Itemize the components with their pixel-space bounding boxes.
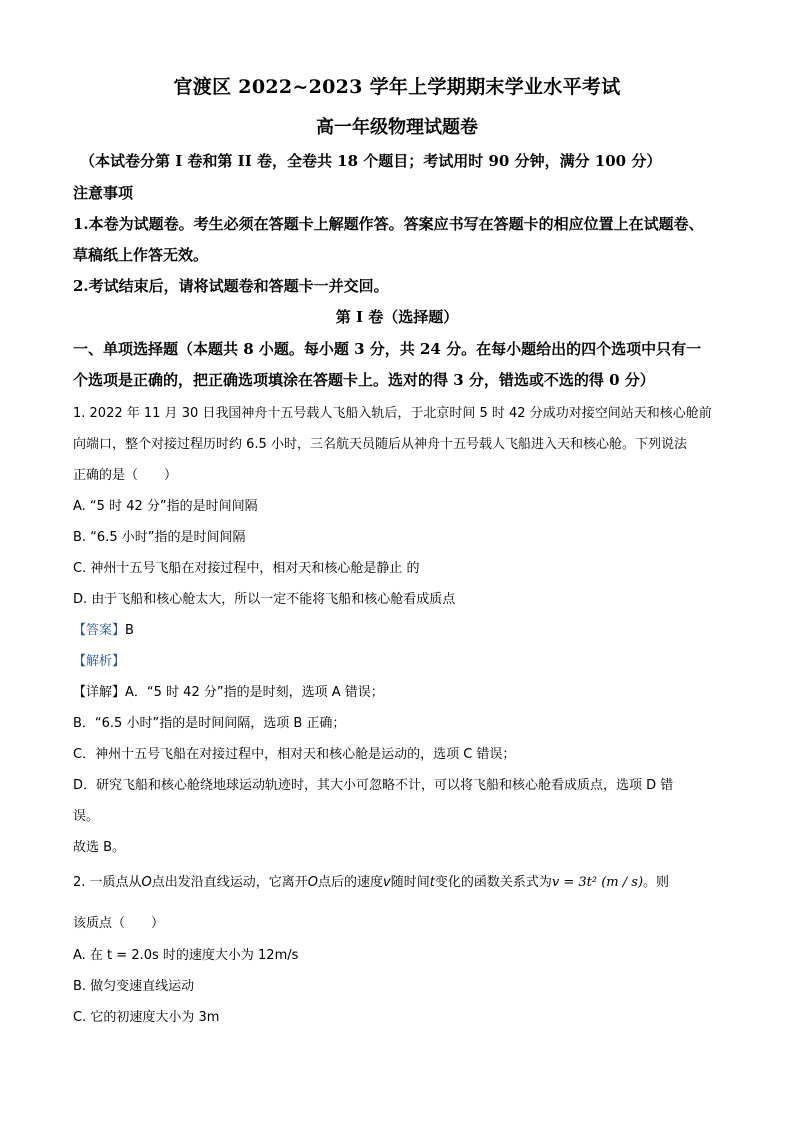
q1-detail-d-line-1: D．研究飞船和核心舱绕地球运动轨迹时，其大小可忽略不计，可以将飞船和核心舱看成质点，选项 D 错 — [73, 778, 674, 793]
q1-conclusion: 故选 B。 — [73, 840, 126, 855]
q2-option-a: A. 在 t = 2.0s 时的速度大小为 12m/s — [73, 948, 299, 963]
q2-stem-part-6: 。则 — [643, 875, 670, 890]
q1-detail-b: B．“6.5 小时”指的是时间间隔，选项 B 正确； — [73, 716, 346, 731]
q1-answer — [73, 619, 733, 638]
section-title: 第 I 卷（选择题） — [335, 308, 459, 326]
q2-time-symbol: t — [429, 875, 435, 890]
q2-stem-part-3: 点后的速度 — [318, 875, 384, 890]
q1-detail-c: C．神州十五号飞船在对接过程中，相对天和核心舱是运动的，选项 C 错误； — [73, 747, 516, 762]
notice-item-2: 2.考试结束后，请将试题卷和答题卡一并交回。 — [73, 277, 389, 295]
q1-analysis — [73, 650, 733, 669]
q2-point-o-2: O — [307, 875, 319, 890]
q1-option-b: B. “6.5 小时”指的是时间间隔 — [73, 530, 246, 545]
exam-title: 官渡区 2022~2023 学年上学期期末学业水平考试 — [173, 76, 621, 98]
q1-option-d: D. 由于飞船和核心舱太大，所以一定不能将飞船和核心舱看成质点 — [73, 592, 456, 607]
q2-stem-part-1: 2. 一质点从 — [73, 875, 142, 890]
notice-item-1-line-1: 1.本卷为试题卷。考生必须在答题卡上解题作答。答案应书写在答题卡的相应位置上在试题卷、 — [73, 215, 704, 233]
q2-stem-line-2: 该质点（ ） — [73, 916, 165, 931]
answer-value: B — [125, 623, 134, 638]
q1-detail-d-line-2: 误。 — [73, 809, 100, 824]
q1-stem-line-3: 正确的是（ ） — [73, 468, 178, 483]
q2-point-o: O — [141, 875, 152, 890]
detail-tag: 【详解】 — [73, 685, 126, 700]
q2-stem-part-4: 随时间 — [390, 875, 430, 890]
detail-a-text: A．“5 时 42 分”指的是时刻，选项 A 错误； — [125, 685, 384, 700]
section-intro-line-1: 一、单项选择题（本题共 8 小题。每小题 3 分，共 24 分。在每小题给出的四个选项中只有一 — [73, 340, 702, 358]
answer-tag: 【答案】 — [73, 623, 126, 638]
q2-stem-part-2: 点出发沿直线运动，它离开 — [151, 875, 308, 890]
q2-option-c: C. 它的初速度大小为 3m — [73, 1010, 220, 1025]
q1-detail-a — [73, 681, 733, 700]
q1-stem-line-2: 向端口，整个对接过程历时约 6.5 小时，三名航天员随后从神舟十五号载人飞船进入天和核心舱。下列说法 — [73, 437, 687, 452]
q2-formula: v = 3t² (m / s) — [551, 875, 644, 890]
q1-option-a: A. “5 时 42 分”指的是时间间隔 — [73, 499, 258, 514]
q1-stem-line-1: 1. 2022 年 11 月 30 日我国神舟十五号载人飞船入轨后，于北京时间 5 时 42 分成功对接空间站天和核心舱前 — [73, 406, 712, 421]
exam-note: （本试卷分第 I 卷和第 II 卷，全卷共 18 个题目；考试用时 90 分钟，满分 100 分） — [80, 152, 662, 170]
q2-velocity-symbol: v — [383, 875, 391, 890]
notice-heading: 注意事项 — [73, 184, 134, 202]
exam-subtitle: 高一年级物理试题卷 — [316, 117, 478, 138]
section-intro-line-2: 个选项是正确的，把正确选项填涂在答题卡上。选对的得 3 分，错选或不选的得 0 分） — [73, 371, 655, 389]
q2-stem-line-1 — [73, 871, 733, 890]
analysis-tag: 【解析】 — [73, 654, 126, 669]
notice-item-1-line-2: 草稿纸上作答无效。 — [73, 246, 209, 264]
q2-stem-part-5: 变化的函数关系式为 — [434, 875, 552, 890]
q2-option-b: B. 做匀变速直线运动 — [73, 979, 195, 994]
q1-option-c: C. 神州十五号飞船在对接过程中，相对天和核心舱是静止 的 — [73, 561, 420, 576]
